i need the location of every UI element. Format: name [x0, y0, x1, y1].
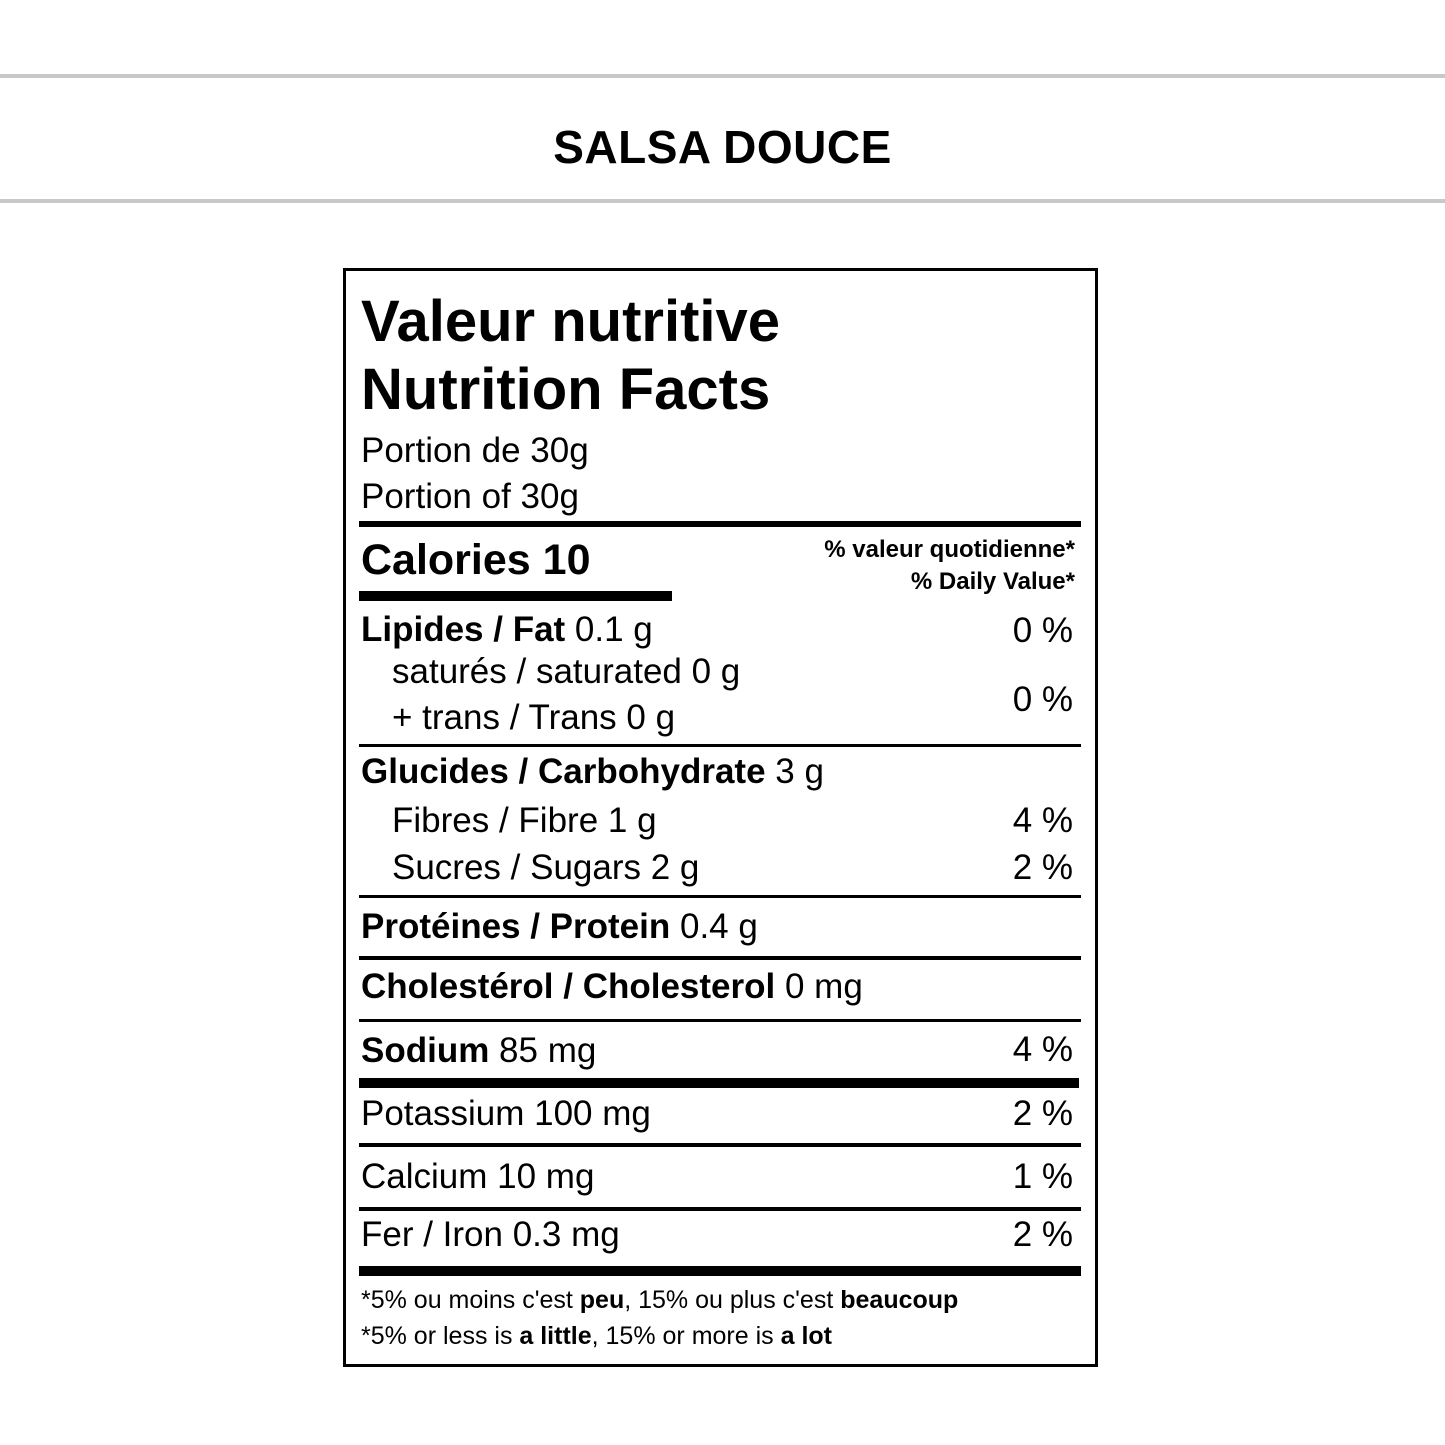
calories-row	[361, 536, 591, 584]
bottom-divider	[0, 199, 1445, 203]
fibre-daily-value: 4 %	[1012, 801, 1073, 840]
fat-row	[361, 612, 653, 647]
product-title: SALSA DOUCE	[553, 121, 892, 173]
thick-divider	[359, 521, 1081, 527]
daily-value-header-french: % valeur quotidienne*	[824, 536, 1075, 563]
serving-size-english: Portion of 30g	[361, 477, 579, 516]
calories-label: Calories	[361, 536, 531, 584]
footnote-english-emphasis-1: a little	[519, 1322, 592, 1350]
title-french: Valeur nutritive	[361, 289, 781, 354]
sodium-daily-value: 4 %	[1012, 1030, 1073, 1069]
iron-daily-value: 2 %	[1012, 1215, 1073, 1254]
footnote-french-emphasis-2: beaucoup	[840, 1286, 959, 1314]
fat-daily-value: 0 %	[1012, 611, 1073, 650]
calories-underline	[359, 591, 672, 601]
cholesterol-row	[361, 969, 863, 1004]
iron-row: Fer / Iron 0.3 mg	[361, 1215, 620, 1254]
calories-value: 10	[542, 536, 591, 584]
calcium-row: Calcium 10 mg	[361, 1157, 595, 1196]
footnote-french-text-2: , 15% ou plus c'est	[624, 1286, 841, 1314]
daily-value-header-english: % Daily Value*	[910, 568, 1075, 595]
footnote-english-text-1: *5% or less is	[361, 1322, 520, 1350]
sugars-row: Sucres / Sugars 2 g	[392, 848, 700, 887]
sodium-label: Sodium	[361, 1031, 490, 1070]
sugars-daily-value: 2 %	[1012, 848, 1073, 887]
fat-label: Lipides / Fat	[361, 610, 566, 649]
title-english: Nutrition Facts	[361, 357, 771, 422]
carbohydrate-amount: 3 g	[765, 752, 824, 791]
carbohydrate-row	[361, 754, 824, 789]
potassium-row: Potassium 100 mg	[361, 1094, 651, 1133]
cholesterol-amount: 0 mg	[775, 967, 863, 1006]
footnote-french	[361, 1288, 958, 1313]
sodium-divider	[359, 1078, 1079, 1088]
calcium-divider	[359, 1207, 1081, 1211]
nutrition-facts-panel	[343, 268, 1098, 1367]
saturated-fat-row: saturés / saturated 0 g	[392, 652, 741, 691]
cholesterol-divider	[359, 1019, 1081, 1022]
saturated-trans-daily-value: 0 %	[1012, 680, 1073, 719]
trans-fat-row: + trans / Trans 0 g	[392, 698, 676, 737]
protein-row	[361, 909, 758, 944]
protein-label: Protéines / Protein	[361, 907, 671, 946]
top-divider	[0, 74, 1445, 78]
footnote-english-emphasis-2: a lot	[780, 1322, 832, 1350]
carbohydrate-divider	[359, 895, 1081, 898]
footnote-french-emphasis-1: peu	[579, 1286, 625, 1314]
protein-divider	[359, 956, 1081, 960]
protein-amount: 0.4 g	[670, 907, 758, 946]
sodium-row	[361, 1033, 596, 1068]
footnote-english	[361, 1324, 832, 1349]
sodium-amount: 85 mg	[489, 1031, 597, 1070]
serving-size-french: Portion de 30g	[361, 431, 589, 470]
footnote-french-text-1: *5% ou moins c'est	[361, 1286, 580, 1314]
calcium-daily-value: 1 %	[1012, 1157, 1073, 1196]
iron-divider	[359, 1266, 1081, 1276]
footnote-english-text-2: , 15% or more is	[591, 1322, 781, 1350]
fibre-row: Fibres / Fibre 1 g	[392, 801, 657, 840]
cholesterol-label: Cholestérol / Cholesterol	[361, 967, 776, 1006]
nutrition-facts-content	[359, 271, 1081, 1364]
potassium-divider	[359, 1143, 1081, 1147]
carbohydrate-label: Glucides / Carbohydrate	[361, 752, 766, 791]
potassium-daily-value: 2 %	[1012, 1094, 1073, 1133]
fat-divider	[359, 744, 1081, 747]
fat-amount: 0.1 g	[565, 610, 653, 649]
